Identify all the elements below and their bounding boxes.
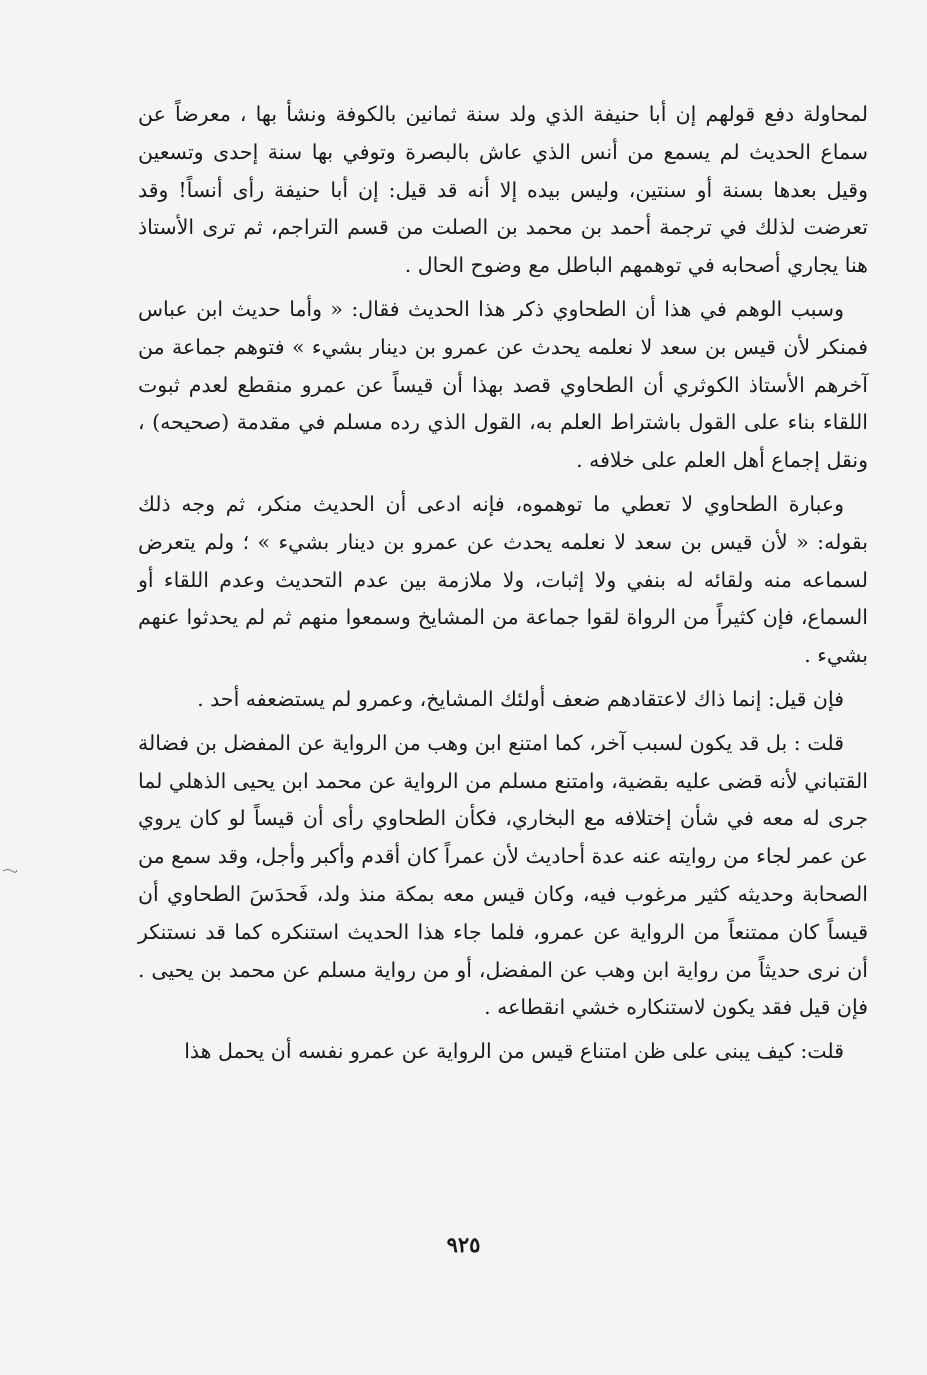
paragraph: قلت: كيف يبنى على ظن امتناع قيس من الرواية عن عمرو نفسه أن يحمل هذا (184, 1039, 844, 1064)
paragraph: قلت : بل قد يكون لسبب آخر، كما امتنع ابن وهب من الرواية عن المفضل بن فضالة القتباني لأنه قضى عليه بقضية، وامتنع مسلم من الرواية عن محمد ابن يحيى الذهلي لما جرى له معه في شأن إختلافه مع البخاري، فكأن الطحاوي رأى أن قيساً لو كان يروي عن عمر لجاء من روايته عنه عدة أحاديث لأن عمراً كان أقدم وأكبر وأجل، وقد سمع من الصحابة وحديثه كثير مرغوب فيه، وكان قيس معه بمكة منذ ولد، فَحدَسَ الطحاوي أن قيساً كان ممتنعاً من الرواية عن عمرو، فلما جاء هذا الحديث استنكره كما قد نستنكر أن نرى حديثاً من رواية ابن وهب عن المفضل، أو من رواية مسلم عن محمد بن يحيى . فإن قيل فقد يكون لاستنكاره خشي انقطاعه . (138, 730, 868, 1020)
paragraph: فإن قيل: إنما ذاك لاعتقادهم ضعف أولئك المشايخ، وعمرو لم يستضعفه أحد . (197, 686, 844, 711)
scan-mark-icon (2, 866, 18, 876)
body-text (138, 96, 868, 1077)
paragraph: وسبب الوهم في هذا أن الطحاوي ذكر هذا الحديث فقال: « وأما حديث ابن عباس فمنكر لأن قيس بن سعد لا نعلمه يحدث عن عمرو بن دينار بشيء » فتوهم جماعة من آخرهم الأستاذ الكوثري أن الطحاوي قصد بهذا أن قيساً عن عمرو منقطع لعدم ثبوت اللقاء بناء على القول باشتراط العلم به، القول الذي رده مسلم في مقدمة (صحيحه) ، ونقل إجماع أهل العلم على خلافه . (138, 296, 868, 473)
paragraph: وعبارة الطحاوي لا تعطي ما توهموه، فإنه ادعى أن الحديث منكر، ثم وجه ذلك بقوله: « لأن قيس بن سعد لا نعلمه يحدث عن عمرو بن دينار بشيء » ؛ ولم يتعرض لسماعه منه ولقائه له بنفي ولا إثبات، ولا ملازمة بين عدم التحديث وعدم اللقاء أو السماع، فإن كثيراً من الرواة لقوا جماعة من المشايخ وسمعوا منهم ثم لم يحدثوا عنهم بشيء . (138, 491, 868, 668)
paragraph: لمحاولة دفع قولهم إن أبا حنيفة الذي ولد سنة ثمانين بالكوفة ونشأ بها ، معرضاً عن سماع الحديث لم يسمع من أنس الذي عاش بالبصرة وتوفي بها سنة إحدى وتسعين وقيل بعدها بسنة أو سنتين، وليس بيده إلا أنه قد قيل: إن أبا حنيفة رأى أنساً! وقد تعرضت لذلك في ترجمة أحمد بن محمد بن الصلت من قسم التراجم، ثم ترى الأستاذ هنا يجاري أصحابه في توهمهم الباطل مع وضوح الحال . (138, 102, 868, 278)
page-number: ٩٢٥ (446, 1232, 481, 1257)
